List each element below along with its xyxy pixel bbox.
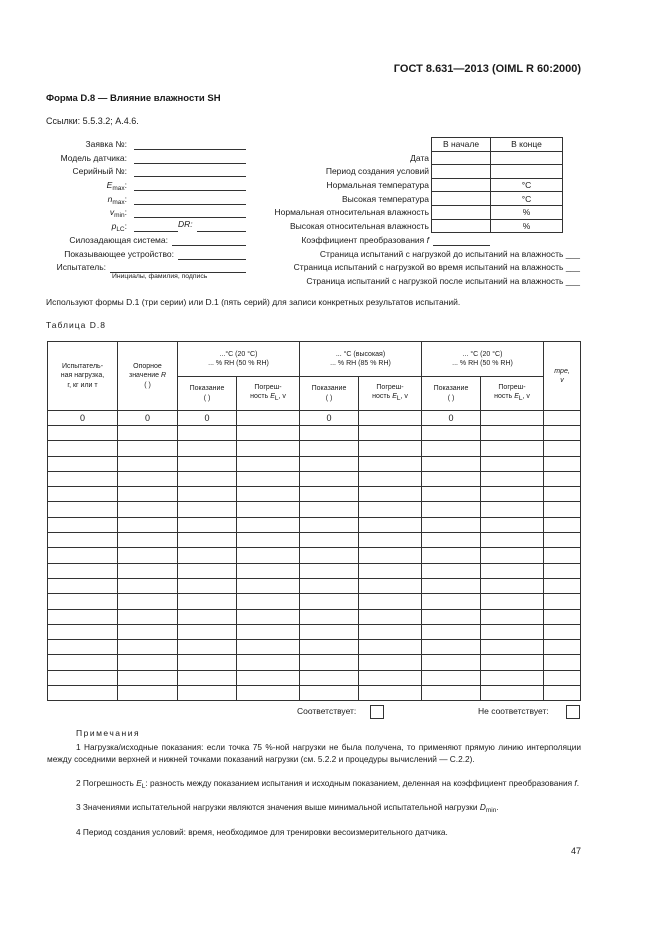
table-cell[interactable] [544,548,581,563]
cond-cell[interactable] [432,205,491,219]
table-cell[interactable] [544,471,581,486]
table-cell[interactable] [481,517,544,532]
table-cell[interactable] [481,578,544,593]
complies-label: Соответствует: [297,706,357,716]
table-cell[interactable] [118,441,178,456]
table-cell[interactable] [48,686,118,701]
table-cell[interactable] [481,563,544,578]
table-cell[interactable] [359,548,422,563]
table-cell[interactable] [178,670,237,685]
table-cell[interactable] [237,548,300,563]
table-cell[interactable] [118,487,178,502]
emax-label: $E_{max}$: [106,180,127,192]
page-during: Страница испытаний с нагрузкой во время испытаний на влажность ___ [293,262,580,272]
table-cell[interactable] [178,548,237,563]
references: Ссылки: 5.5.3.2; А.4.6. [46,116,139,126]
dr-label: DR: [178,219,193,229]
col-mpe: mpe, v [544,342,581,411]
table-cell[interactable]: 0 [422,411,481,426]
table-cell[interactable] [48,487,118,502]
table-row [48,686,581,701]
table-row [48,411,581,426]
table-cell[interactable] [48,426,118,441]
cond-cell-unit[interactable]: °С [491,192,563,206]
conditions-table [431,137,563,233]
table-cell[interactable] [481,609,544,624]
table-cell[interactable] [481,502,544,517]
table-cell[interactable] [359,517,422,532]
table-cell[interactable] [359,578,422,593]
table-cell[interactable] [118,563,178,578]
table-cell[interactable] [422,563,481,578]
table-cell[interactable] [237,594,300,609]
table-cell[interactable] [422,640,481,655]
table-cell[interactable] [118,471,178,486]
table-cell[interactable] [544,533,581,548]
table-cell[interactable] [359,456,422,471]
application-label: Заявка №: [85,139,127,149]
table-cell[interactable]: 0 [300,411,359,426]
table-cell[interactable] [178,609,237,624]
table-cell[interactable] [422,670,481,685]
model-field[interactable] [134,154,246,164]
table-cell[interactable] [544,594,581,609]
table-cell[interactable] [178,426,237,441]
table-cell[interactable] [359,502,422,517]
table-row [48,426,581,441]
note-4: 4 Период создания условий: время, необходимое для тренировки весоизмерительного датчика. [76,827,448,837]
cond-cell[interactable] [432,178,491,192]
note-2: 2 Погрешность $E_L$: разность между показанием испытания и исходным показанием, деленная на коэффициент преобразования f. [76,778,580,790]
cond-header-end: В конце [491,138,563,152]
table-cell[interactable] [300,624,359,639]
table-cell[interactable] [544,655,581,670]
table-cell[interactable] [300,441,359,456]
application-field[interactable] [134,140,246,150]
table-cell[interactable] [300,594,359,609]
table-cell[interactable] [359,686,422,701]
conditions-header-row [432,138,563,152]
table-cell[interactable] [118,578,178,593]
table-cell[interactable] [300,426,359,441]
table-cell[interactable] [48,670,118,685]
table-row [48,533,581,548]
table-cell[interactable] [422,548,481,563]
table-cell[interactable] [359,471,422,486]
table-row [48,548,581,563]
table-row [48,655,581,670]
table-cell[interactable] [300,487,359,502]
table-cell[interactable] [422,502,481,517]
plc-label: $p_{LC}$: [111,221,127,233]
table-cell[interactable] [237,609,300,624]
note-1: 1 Нагрузка/исходные показания: если точка 75 %-ной нагрузки не была получена, то применяют прямую линию интерполяции между соседними верхней и нижней точками показаний нагрузки (см. 5.2.2 и процедуры вычислений — С.2.2). [47,742,581,765]
table-cell[interactable] [237,487,300,502]
page-after: Страница испытаний с нагрузкой после испытаний на влажность ___ [306,276,580,286]
table-cell[interactable] [237,502,300,517]
table-cell[interactable] [300,471,359,486]
emax-field[interactable] [134,181,246,191]
table-cell[interactable] [300,563,359,578]
vmin-label: $v_{min}$: [109,207,127,219]
table-row [48,471,581,486]
table-cell[interactable] [481,411,544,426]
table-cell[interactable] [300,517,359,532]
conditions-row [432,205,563,219]
table-cell[interactable] [359,426,422,441]
table-cell[interactable] [178,471,237,486]
table-cell[interactable] [178,686,237,701]
cond-label-date: Дата [410,153,429,163]
table-cell[interactable] [48,502,118,517]
group-normal-end: ... °С (20 °С) ... % RH (50 % RH) [422,342,544,377]
table-cell[interactable] [178,640,237,655]
table-cell[interactable] [178,456,237,471]
force-system-label: Силозадающая система: [69,235,168,245]
table-cell[interactable] [544,640,581,655]
table-cell[interactable] [237,655,300,670]
table-cell[interactable] [48,471,118,486]
table-cell[interactable] [300,533,359,548]
group-normal-start: ...°С (20 °С) ... % RH (50 % RH) [178,342,300,377]
table-cell[interactable] [178,594,237,609]
table-cell[interactable] [237,517,300,532]
table-cell[interactable] [359,487,422,502]
table-cell[interactable] [359,533,422,548]
empty-rows [48,426,581,701]
table-cell[interactable] [359,670,422,685]
tester-field[interactable] [110,263,246,273]
cond-label-normal-rh: Нормальная относительная влажность [274,207,429,217]
conditions-row [432,151,563,165]
serial-label: Серийный №: [72,166,127,176]
table-cell[interactable] [544,670,581,685]
plc-field[interactable] [134,222,178,232]
table-cell[interactable] [359,411,422,426]
table-row [48,609,581,624]
sub-reading: Показание ( ) [300,377,359,411]
signature-caption: Инициалы, фамилия, подпись [112,273,208,280]
table-cell[interactable] [178,487,237,502]
table-cell[interactable] [422,533,481,548]
table-cell[interactable] [118,533,178,548]
table-cell[interactable] [544,456,581,471]
cond-label-high-temp: Высокая температура [341,194,429,204]
table-cell[interactable] [422,609,481,624]
table-cell[interactable] [359,624,422,639]
nmax-field[interactable] [134,195,246,205]
table-cell[interactable] [237,471,300,486]
table-cell[interactable] [118,456,178,471]
table-cell[interactable] [481,471,544,486]
table-cell[interactable] [422,594,481,609]
table-cell[interactable] [544,411,581,426]
cond-cell-unit[interactable] [491,151,563,165]
table-cell[interactable] [237,563,300,578]
nmax-label: $n_{max}$: [107,194,127,206]
sub-reading: Показание ( ) [422,377,481,411]
table-row [48,502,581,517]
coef-field[interactable] [433,236,490,246]
cond-cell[interactable] [432,219,491,233]
table-cell[interactable] [300,686,359,701]
table-cell[interactable] [48,640,118,655]
table-cell[interactable] [178,578,237,593]
table-row [48,487,581,502]
table-caption: Таблица D.8 [46,320,106,330]
dr-field[interactable] [197,222,246,232]
cond-cell[interactable] [432,192,491,206]
table-cell[interactable] [237,426,300,441]
not-complies-label: Не соответствует: [478,706,549,716]
cond-label-normal-temp: Нормальная температура [326,180,429,190]
table-cell[interactable] [422,456,481,471]
table-cell[interactable] [481,487,544,502]
table-cell[interactable] [237,533,300,548]
table-cell[interactable] [481,670,544,685]
table-cell[interactable] [300,578,359,593]
display-device-field[interactable] [178,250,246,260]
cond-cell-unit[interactable]: % [491,219,563,233]
table-cell[interactable] [300,502,359,517]
notes-title: Примечания [76,728,141,738]
table-cell[interactable] [300,456,359,471]
table-cell[interactable] [481,441,544,456]
table-cell[interactable] [48,533,118,548]
table-row [48,578,581,593]
page-before: Страница испытаний с нагрузкой до испытаний на влажность ___ [319,249,580,259]
conditions-row [432,192,563,206]
table-cell[interactable] [481,640,544,655]
table-row [48,441,581,456]
table-cell[interactable] [48,441,118,456]
table-cell[interactable] [359,640,422,655]
sub-error: Погреш- ность EL, v [359,377,422,411]
table-cell[interactable] [422,655,481,670]
table-cell[interactable] [544,517,581,532]
tester-label: Испытатель: [56,262,106,272]
cond-label-period: Период создания условий [325,166,429,176]
table-cell[interactable] [481,456,544,471]
table-row [48,640,581,655]
force-system-field[interactable] [172,236,246,246]
table-cell[interactable] [544,426,581,441]
table-row [48,456,581,471]
table-cell[interactable] [48,456,118,471]
table-cell[interactable] [422,517,481,532]
table-cell[interactable] [544,502,581,517]
table-row [48,563,581,578]
cond-cell[interactable] [432,151,491,165]
table-cell[interactable] [118,594,178,609]
sub-reading: Показание ( ) [178,377,237,411]
results-table [47,341,581,701]
table-cell[interactable] [481,624,544,639]
table-cell[interactable] [237,640,300,655]
table-cell[interactable] [544,624,581,639]
table-cell[interactable] [118,655,178,670]
table-cell[interactable] [48,578,118,593]
table-cell[interactable] [422,441,481,456]
cond-label-high-rh: Высокая относительная влажность [289,221,429,231]
table-cell[interactable] [237,441,300,456]
table-cell[interactable] [359,441,422,456]
table-cell[interactable] [422,686,481,701]
table-cell[interactable]: 0 [118,411,178,426]
conditions-row [432,165,563,179]
table-cell[interactable]: 0 [48,411,118,426]
table-cell[interactable] [237,578,300,593]
intro-text: Используют формы D.1 (три серии) или D.1 (пять серий) для записи конкретных результатов испытаний. [46,297,461,307]
table-cell[interactable] [481,533,544,548]
not-complies-checkbox[interactable] [566,705,580,719]
table-row [48,517,581,532]
table-cell[interactable] [48,624,118,639]
cond-header-start: В начале [432,138,491,152]
table-cell[interactable] [359,563,422,578]
table-cell[interactable] [118,670,178,685]
sub-error: Погреш- ность EL, v [237,377,300,411]
table-cell[interactable] [481,426,544,441]
table-cell[interactable] [300,655,359,670]
table-cell[interactable] [544,487,581,502]
sub-error: Погреш- ность EL, v [481,377,544,411]
table-cell[interactable] [544,563,581,578]
table-cell[interactable] [237,411,300,426]
table-cell[interactable] [48,609,118,624]
table-cell[interactable] [237,686,300,701]
conditions-row [432,219,563,233]
table-cell[interactable] [422,426,481,441]
table-cell[interactable] [237,670,300,685]
table-cell[interactable]: 0 [178,411,237,426]
table-cell[interactable] [178,655,237,670]
table-cell[interactable] [422,487,481,502]
col-test-load: Испытатель- ная нагрузка, г, кг или т [48,342,118,411]
complies-checkbox[interactable] [370,705,384,719]
table-cell[interactable] [481,686,544,701]
conditions-row [432,178,563,192]
serial-field[interactable] [134,167,246,177]
table-row [48,670,581,685]
table-cell[interactable] [118,624,178,639]
table-cell[interactable] [178,441,237,456]
table-cell[interactable] [118,686,178,701]
table-cell[interactable] [544,609,581,624]
form-title: Форма D.8 — Влияние влажности SH [46,93,221,104]
table-cell[interactable] [544,686,581,701]
table-cell[interactable] [544,441,581,456]
table-cell[interactable] [359,655,422,670]
col-reference-value: Опорное значение R ( ) [118,342,178,411]
table-cell[interactable] [118,548,178,563]
table-cell[interactable] [300,670,359,685]
table-row [48,624,581,639]
table-cell[interactable] [48,594,118,609]
table-cell[interactable] [544,578,581,593]
table-cell[interactable] [118,502,178,517]
table-cell[interactable] [422,578,481,593]
vmin-field[interactable] [134,208,246,218]
table-cell[interactable] [481,548,544,563]
table-cell[interactable] [178,517,237,532]
table-cell[interactable] [481,594,544,609]
table-cell[interactable] [237,456,300,471]
document-header: ГОСТ 8.631—2013 (OIML R 60:2000) [393,63,581,75]
table-cell[interactable] [48,548,118,563]
table-cell[interactable] [422,624,481,639]
model-label: Модель датчика: [60,153,127,163]
note-3: 3 Значениями испытательной нагрузки являются значения выше минимальной испытательной нагрузки $D_{min}$. [76,802,499,814]
table-cell[interactable] [48,655,118,670]
table-cell[interactable] [48,563,118,578]
table-cell[interactable] [178,533,237,548]
display-device-label: Показывающее устройство: [64,249,174,259]
table-cell[interactable] [359,594,422,609]
cond-cell-unit[interactable] [491,165,563,179]
table-cell[interactable] [237,624,300,639]
cond-cell-unit[interactable]: °С [491,178,563,192]
table-cell[interactable] [118,517,178,532]
table-cell[interactable] [178,563,237,578]
page-number: 47 [570,846,581,856]
table-cell[interactable] [118,640,178,655]
table-cell[interactable] [178,624,237,639]
table-cell[interactable] [48,517,118,532]
table-cell[interactable] [359,609,422,624]
table-cell[interactable] [118,426,178,441]
coef-label: Коэффициент преобразования f [301,235,429,245]
table-cell[interactable] [300,548,359,563]
table-cell[interactable] [481,655,544,670]
table-header-row-1 [48,342,581,377]
cond-cell[interactable] [432,165,491,179]
table-cell[interactable] [300,640,359,655]
group-high: ... °С (высокая) ... % RH (85 % RH) [300,342,422,377]
cond-cell-unit[interactable]: % [491,205,563,219]
table-row [48,594,581,609]
table-cell[interactable] [118,609,178,624]
table-cell[interactable] [300,609,359,624]
table-cell[interactable] [422,471,481,486]
table-cell[interactable] [178,502,237,517]
